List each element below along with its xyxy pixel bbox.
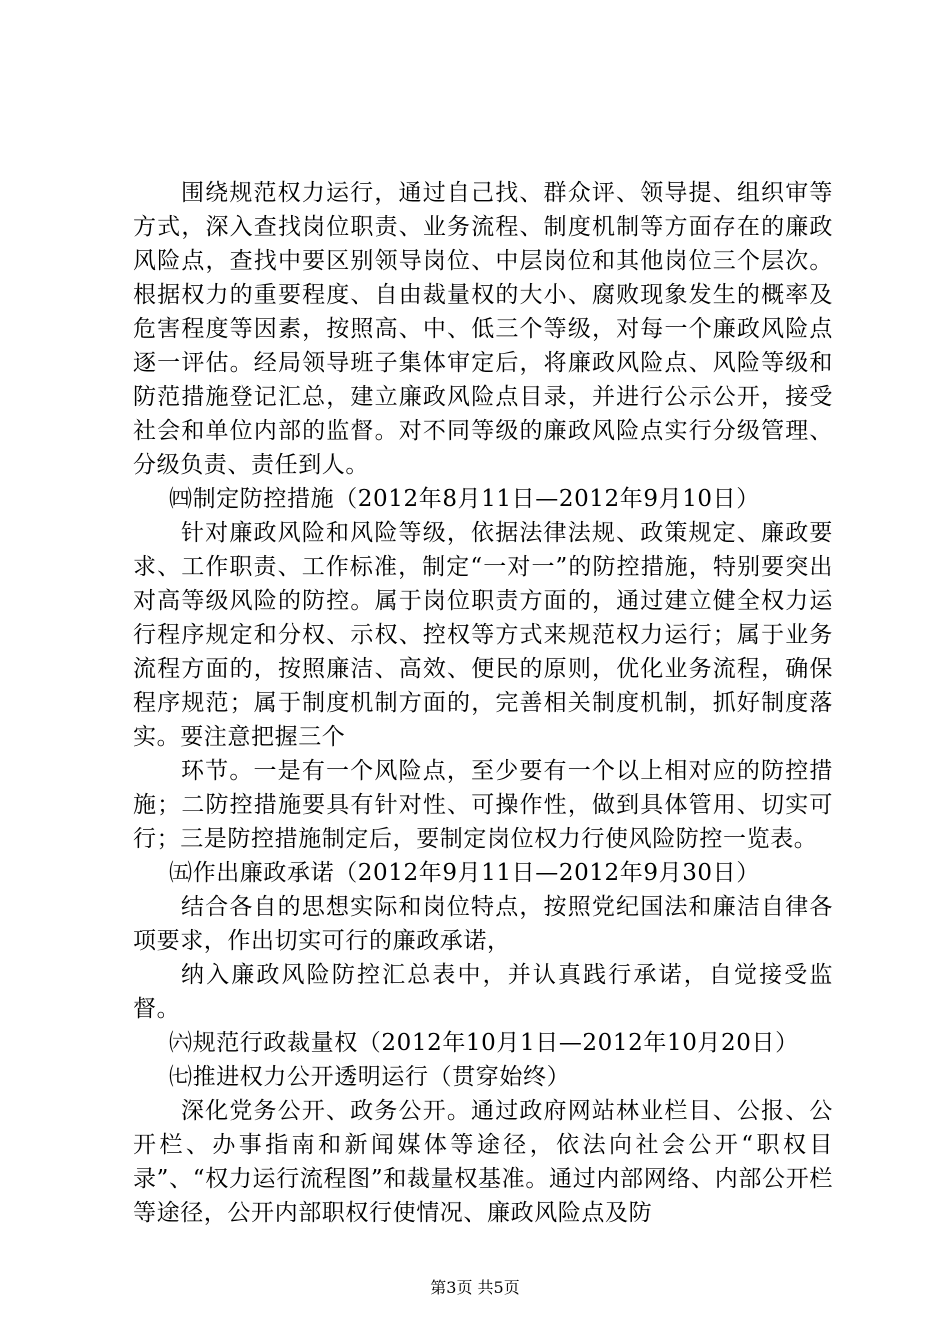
paragraph-three-links: 环节。一是有一个风险点，至少要有一个以上相对应的防控措施；二防控措施要具有针对性、可操作性，做到具体管用、切实可行；三是防控措施制定后，要制定岗位权力行使风险防控一览表。	[133, 758, 833, 852]
paragraph-supervision: 纳入廉政风险防控汇总表中，并认真践行承诺，自觉接受监督。	[133, 962, 833, 1022]
paragraph-open-transparency: 深化党务公开、政务公开。通过政府网站林业栏目、公报、公开栏、办事指南和新闻媒体等途径，依法向社会公开“职权目录”、“权力运行流程图”和裁量权基准。通过内部网络、内部公开栏等途径，公开内部职权行使情况、廉政风险点及防	[133, 1098, 833, 1226]
heading-integrity-commitment: ㈤作出廉政承诺（2012年9月11日—2012年9月30日）	[169, 860, 760, 886]
heading-discretion-power: ㈥规范行政裁量权（2012年10月1日—2012年10月20日）	[169, 1030, 799, 1056]
paragraph-prevention-measures: 针对廉政风险和风险等级，依据法律法规、政策规定、廉政要求、工作职责、工作标准，制定“一对一”的防控措施，特别要突出对高等级风险的防控。属于岗位职责方面的，通过建立健全权力运行程序规定和分权、示权、控权等方式来规范权力运行；属于业务流程方面的，按照廉洁、高效、便民的原则，优化业务流程，确保程序规范；属于制度机制方面的，完善相关制度机制，抓好制度落实。要注意把握三个	[133, 520, 833, 750]
paragraph-integrity-commitment: 结合各自的思想实际和岗位特点，按照党纪国法和廉洁自律各项要求，作出切实可行的廉政承诺，	[133, 894, 833, 954]
heading-prevention-measures: ㈣制定防控措施（2012年8月11日—2012年9月10日）	[169, 486, 760, 512]
document-body	[133, 176, 833, 1230]
page-number-footer: 第3页 共5页	[430, 1278, 520, 1297]
heading-open-transparency: ㈦推进权力公开透明运行（贯穿始终）	[169, 1064, 571, 1090]
paragraph-risk-identification: 围绕规范权力运行，通过自己找、群众评、领导提、组织审等方式，深入查找岗位职责、业务流程、制度机制等方面存在的廉政风险点，查找中要区别领导岗位、中层岗位和其他岗位三个层次。根据权力的重要程度、自由裁量权的大小、腐败现象发生的概率及危害程度等因素，按照高、中、低三个等级，对每一个廉政风险点逐一评估。经局领导班子集体审定后，将廉政风险点、风险等级和防范措施登记汇总，建立廉政风险点目录，并进行公示公开，接受社会和单位内部的监督。对不同等级的廉政风险点实行分级管理、分级负责、责任到人。	[133, 180, 833, 478]
